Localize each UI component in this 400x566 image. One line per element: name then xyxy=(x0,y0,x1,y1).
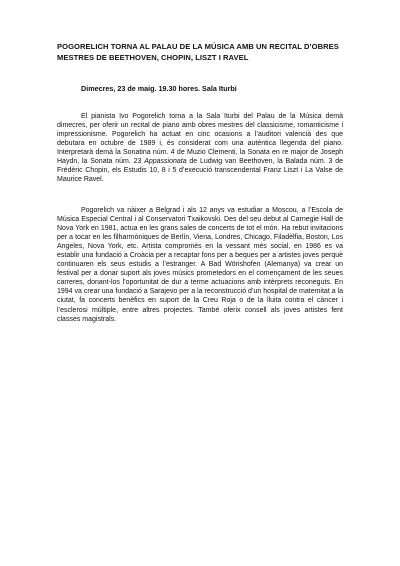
event-date-subtitle: Dimecres, 23 de maig. 19.30 hores. Sala Iturbi xyxy=(81,84,237,93)
paragraph-program-italic: Appassionata xyxy=(144,158,187,166)
document-title: POGORELICH TORNA AL PALAU DE LA MÚSICA AMB UN RECITAL D’OBRES MESTRES DE BEETHOVEN, CHOPIN, LISZT I RAVEL xyxy=(57,42,339,62)
paragraph-program xyxy=(57,112,343,184)
paragraph-program-text-2: de Ludwig van Beethoven, la Balada núm. 3 de Frédèric Chopin, els Estudis 10, 8 i 5 d’execució transcendental Franz Liszt i La Valse de Maurice Ravel. xyxy=(57,158,343,184)
paragraph-biography: Pogorelich va nàixer a Belgrad i als 12 anys va estudiar a Moscou, a l’Escola de Música Especial Central i al Conservatori Txaikovski. Des del seu debut al Carnegie Hall de Nova York en 1981, actua en les grans sales de concerts de tot el món. Ha rebut invitacions per a tocar en les filharmòniques de Berlín, Viena, Londres, Chicago, Filadèlfia, Boston, Los Angeles, Nova York, etc. Artista compromès en la vessant més social, en 1986 es va establir una fundació a Croàcia per a recaptar fons per a beques per a artistes joves perquè continuaren els seus estudis a l’estranger. A Bad Wörishofen (Alemanya) va crear un festival per a donar suport als joves músics prometedors en el començament de les seues carreres, donant-los l’oportunitat de dur a terme actuacions amb intèrprets reconeguts. En 1994 va crear una fundació a Sarajevo per a la reconstrucció d’un hospital de matemitat a la ciutat, fa concerts benèfics en suport de la Creu Roja o de la lluita contra el càncer i l’esclerosi múltiple, entre altres projectes. També oferix consell als joves artistes fent classes magistrals. xyxy=(57,207,344,323)
paragraph-program-text-1: El pianista Ivo Pogorelich torna a la Sala Iturbi del Palau de la Música demà dimecres, per oferir un recital de piano amb obres mestres del classicisme, romanticisme i impressionisme. Pogorelich ha actuat en cinc ocasions a l’auditori valencià des que debutara en octubre de 1989 i, és considerat com una autèntica llegenda del piano. Interpretarà demà la Sonatina núm. 4 de Muzio Clementi, la Sonata en re major de Joseph Haydn, la Sonata núm. 23 xyxy=(57,113,343,166)
